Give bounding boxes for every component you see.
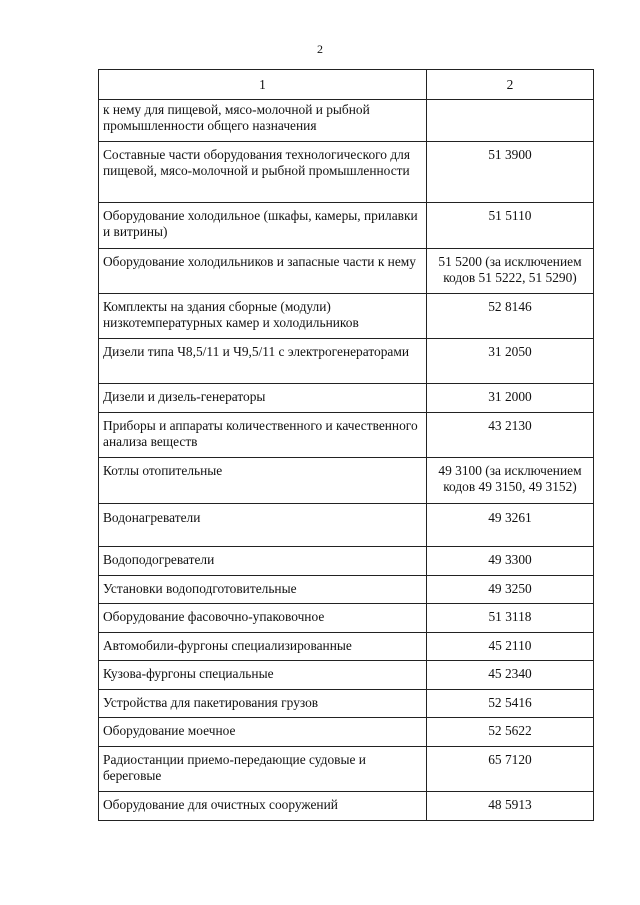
table-row bbox=[99, 504, 594, 547]
row-name: к нему для пищевой, мясо-молочной и рыбной промышленности общего назначения bbox=[103, 102, 370, 133]
row-code: 51 5110 bbox=[488, 208, 532, 223]
table-row bbox=[99, 576, 594, 604]
table-row bbox=[99, 339, 594, 384]
row-name: Оборудование моечное bbox=[103, 723, 236, 738]
row-name: Оборудование для очистных сооружений bbox=[103, 797, 338, 812]
column-header-1: 1 bbox=[99, 70, 427, 100]
column-header-2: 2 bbox=[427, 70, 594, 100]
row-code: 52 5622 bbox=[488, 723, 532, 738]
row-name: Устройства для пакетирования грузов bbox=[103, 695, 319, 710]
row-code: 65 7120 bbox=[488, 752, 532, 767]
table-row bbox=[99, 792, 594, 821]
table-row bbox=[99, 142, 594, 203]
row-code: 51 5200 (за исключением кодов 51 5222, 51 5290) bbox=[438, 254, 582, 285]
row-name: Радиостанции приемо-передающие судовые и береговые bbox=[103, 752, 366, 783]
row-code: 52 8146 bbox=[488, 299, 532, 314]
row-code: 45 2110 bbox=[488, 638, 532, 653]
table-row bbox=[99, 718, 594, 747]
row-name: Оборудование фасовочно-упаковочное bbox=[103, 609, 325, 624]
row-name: Водонагреватели bbox=[103, 510, 201, 525]
row-name: Составные части оборудования технологического для пищевой, мясо-молочной и рыбной промышленности bbox=[103, 147, 411, 178]
row-name: Оборудование холодильное (шкафы, камеры, прилавки и витрины) bbox=[103, 208, 418, 239]
row-code: 49 3250 bbox=[488, 581, 532, 596]
row-name: Комплекты на здания сборные (модули) низкотемпературных камер и холодильников bbox=[103, 299, 359, 330]
table-row bbox=[99, 633, 594, 661]
row-code: 49 3300 bbox=[488, 552, 532, 567]
row-code: 31 2050 bbox=[488, 344, 532, 359]
row-code bbox=[430, 100, 590, 102]
row-code: 43 2130 bbox=[488, 418, 532, 433]
row-code: 51 3900 bbox=[488, 147, 532, 162]
row-code: 45 2340 bbox=[488, 666, 532, 681]
row-name: Дизели типа Ч8,5/11 и Ч9,5/11 с электрогенераторами bbox=[103, 344, 409, 359]
table-row bbox=[99, 604, 594, 633]
classification-table bbox=[98, 69, 594, 821]
row-name: Установки водоподготовительные bbox=[103, 581, 297, 596]
row-code: 49 3100 (за исключением кодов 49 3150, 49 3152) bbox=[438, 463, 582, 494]
row-code: 52 5416 bbox=[488, 695, 532, 710]
row-code: 49 3261 bbox=[488, 510, 532, 525]
table-row bbox=[99, 547, 594, 576]
page-number: 2 bbox=[317, 42, 323, 56]
table-row bbox=[99, 294, 594, 339]
table-row bbox=[99, 384, 594, 413]
row-name: Приборы и аппараты количественного и качественного анализа веществ bbox=[103, 418, 418, 449]
row-name: Котлы отопительные bbox=[103, 463, 223, 478]
row-code: 48 5913 bbox=[488, 797, 532, 812]
table-row bbox=[99, 661, 594, 690]
row-name: Водоподогреватели bbox=[103, 552, 215, 567]
table-row bbox=[99, 413, 594, 458]
row-name: Дизели и дизель-генераторы bbox=[103, 389, 266, 404]
table-row bbox=[99, 458, 594, 504]
table-row bbox=[99, 690, 594, 718]
row-code: 51 3118 bbox=[488, 609, 532, 624]
row-name: Оборудование холодильников и запасные части к нему bbox=[103, 254, 416, 269]
table-row bbox=[99, 100, 594, 142]
table-row bbox=[99, 747, 594, 792]
table-row bbox=[99, 249, 594, 294]
row-name: Автомобили-фургоны специализированные bbox=[103, 638, 352, 653]
table-header-row bbox=[99, 70, 594, 100]
table-row bbox=[99, 203, 594, 249]
row-code: 31 2000 bbox=[488, 389, 532, 404]
row-name: Кузова-фургоны специальные bbox=[103, 666, 274, 681]
